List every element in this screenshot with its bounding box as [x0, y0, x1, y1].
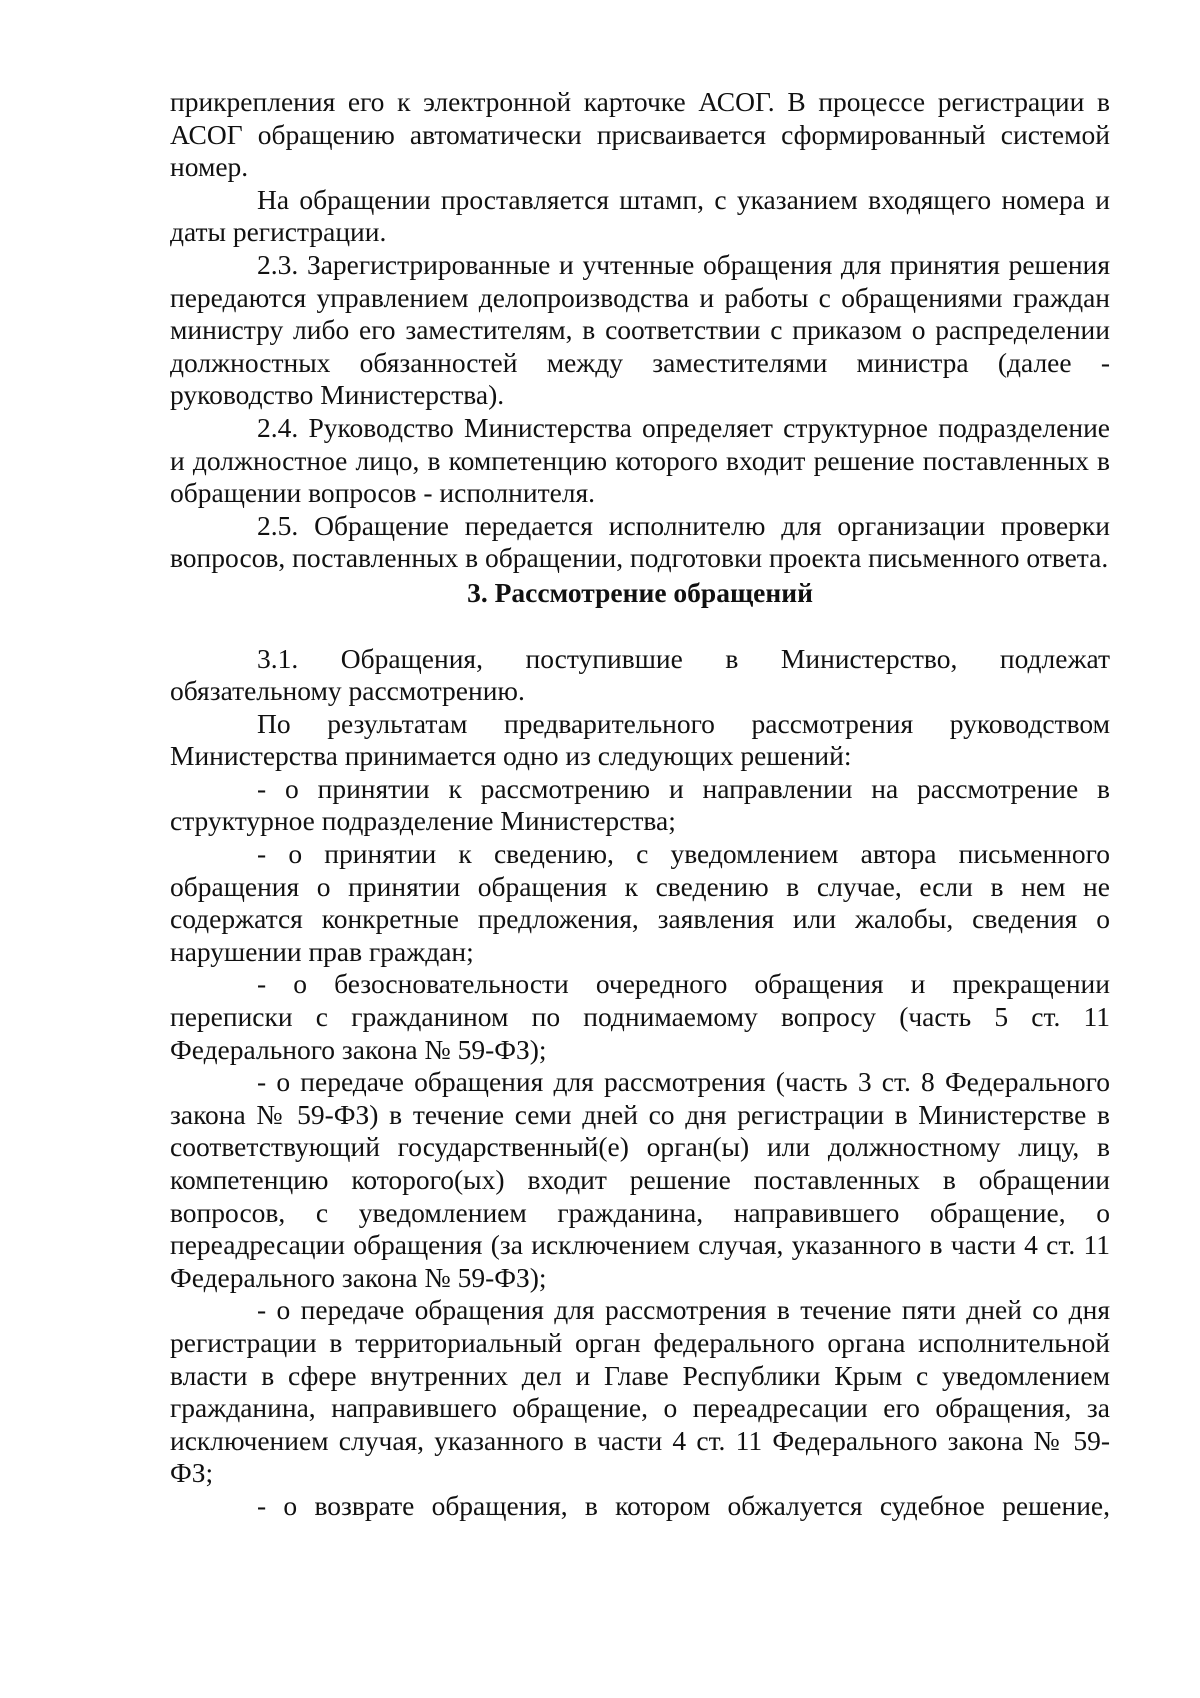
- paragraph-stamp: На обращении проставляется штамп, с указанием входящего номера и даты регистрации.: [170, 183, 1110, 248]
- paragraph-2-4: 2.4. Руководство Министерства определяет структурное подразделение и должностное лицо, в компетенцию которого входит решение поставленных в обращении вопросов - исполнителя.: [170, 411, 1110, 509]
- list-item-accept-for-info: - о принятии к сведению, с уведомлением автора письменного обращения о принятии обращения к сведению в случае, если в нем не содержатся конкретные предложения, заявления или жалобы, сведения о нарушении прав граждан;: [170, 838, 1110, 967]
- paragraph-preliminary-results: По результатам предварительного рассмотрения руководством Министерства принимается одно из следующих решений:: [170, 707, 1110, 772]
- document-page: [170, 86, 1110, 1523]
- paragraph-registration-continuation: прикрепления его к электронной карточке АСОГ. В процессе регистрации в АСОГ обращению автоматически присваивается сформированный системой номер.: [170, 86, 1110, 183]
- list-item-return-appeal: - о возврате обращения, в котором обжалуется судебное решение,: [257, 1489, 1110, 1521]
- paragraph-3-1: 3.1. Обращения, поступившие в Министерство, подлежат обязательному рассмотрению.: [170, 642, 1110, 707]
- list-item-groundless: - о безосновательности очередного обращения и прекращении переписки с гражданином по поднимаемому вопросу (часть 5 ст. 11 Федерального закона № 59-ФЗ);: [170, 968, 1110, 1065]
- list-item-transfer-seven-days: - о передаче обращения для рассмотрения (часть 3 ст. 8 Федерального закона № 59-ФЗ) в течение семи дней со дня регистрации в Министерстве в соответствующий государственный(е) орган(ы) или должностному лицу, в компетенцию которого(ых) входит решение поставленных в обращении вопросов, с уведомлением гражданина, направившего обращение, о переадресации обращения (за исключением случая, указанного в части 4 ст. 11 Федерального закона № 59-ФЗ);: [170, 1066, 1110, 1293]
- paragraph-2-5: 2.5. Обращение передается исполнителю для организации проверки вопросов, поставленных в обращении, подготовки проекта письменного ответа.: [170, 509, 1110, 574]
- list-item-transfer-five-days: - о передаче обращения для рассмотрения в течение пяти дней со дня регистрации в территориальный орган федерального органа исполнительной власти в сфере внутренних дел и Главе Республики Крым с уведомлением гражданина, направившего обращение, о переадресации его обращения, за исключением случая, указанного в части 4 ст. 11 Федерального закона № 59-ФЗ;: [170, 1294, 1110, 1489]
- list-item-accept-for-review: - о принятии к рассмотрению и направлении на рассмотрение в структурное подразделение Министерства;: [170, 772, 1110, 837]
- section-heading: 3. Рассмотрение обращений: [467, 576, 813, 608]
- paragraph-2-3: 2.3. Зарегистрированные и учтенные обращения для принятия решения передаются управлением делопроизводства и работы с обращениями граждан министру либо его заместителям, в соответствии с приказом о распределении должностных обязанностей между заместителями министра (далее - руководство Министерства).: [170, 248, 1110, 411]
